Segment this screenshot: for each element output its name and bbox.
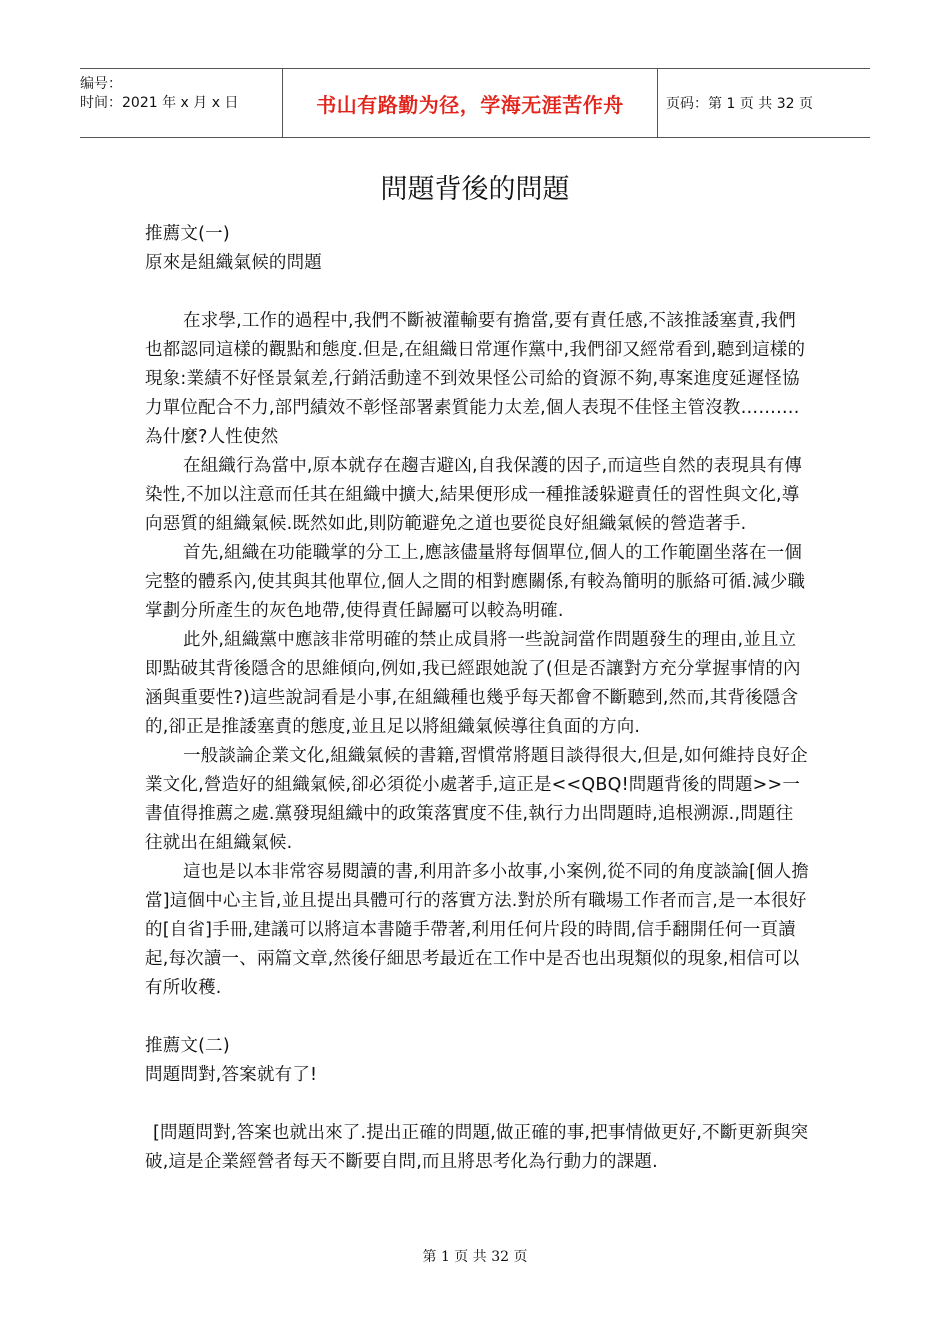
document-number-label: 编号： [80,76,122,92]
section1-heading: 推薦文(一) [145,224,230,244]
section2-heading: 推薦文(二) [145,1036,230,1056]
section1-subtitle: 原來是組織氣候的問題 [145,253,322,273]
document-body [145,220,810,1177]
spacer [145,278,810,307]
body-paragraph: 在求學,工作的過程中,我們不斷被灌輸要有擔當,要有責任感,不該推諉塞責,我們也都認同這樣的觀點和態度.但是,在組織日常運作黨中,我們卻又經常看到,聽到這樣的現象:業績不好怪景氣差,行銷活動達不到效果怪公司給的資源不夠,專案進度延遲怪協力單位配合不力,部門績效不彰怪部署素質能力太差,個人表現不佳怪主管沒教……….為什麼?人性使然 [145,311,806,447]
body-paragraph: 這也是以本非常容易閱讀的書,利用許多小故事,小案例,從不同的角度談論[個人擔當]這個中心主旨,並且提出具體可行的落實方法.對於所有職場工作者而言,是一本很好的[自省]手冊,建議可以將這本書隨手帶著,利用任何片段的時間,信手翻開任何一頁讀起,每次讀一、兩篇文章,然後仔細思考最近在工作中是否也出現類似的現象,相信可以有所收穫. [145,862,810,998]
header-meta [80,69,282,137]
page-header [80,68,870,138]
body-paragraph: [問題問對,答案也就出來了.提出正確的問題,做正確的事,把事情做更好,不斷更新與突破,這是企業經營者每天不斷要自問,而且將思考化為行動力的課題. [145,1123,809,1172]
page-footer: 第 1 页 共 32 页 [422,1249,528,1265]
spacer [145,1003,810,1032]
document-time-label: 时间：2021 年 x 月 x 日 [80,95,239,111]
header-page-info: 页码：第 1 页 共 32 页 [666,96,813,112]
body-paragraph: 一般談論企業文化,組織氣候的書籍,習慣常將題目談得很大,但是,如何維持良好企業文化,營造好的組織氣候,卻必須從小處著手,這正是<<QBQ!問題背後的問題>>一書值得推薦之處.黨發現組織中的政策落實度不佳,執行力出問題時,追根溯源.,問題往往就出在組織氣候. [145,746,808,853]
header-motto: 书山有路勤为径，学海无涯苦作舟 [282,69,658,137]
body-paragraph: 此外,組織黨中應該非常明確的禁止成員將一些說詞當作問題發生的理由,並且立即點破其背後隱含的思維傾向,例如,我已經跟她說了(但是否讓對方充分掌握事情的內涵與重要性?)這些說詞看是小事,在組織種也幾乎每天都會不斷聽到,然而,其背後隱含的,卻正是推諉塞責的態度,並且足以將組織氣候導往負面的方向. [145,630,801,737]
document-title: 問題背後的問題 [380,174,570,205]
section2-subtitle: 問題問對,答案就有了! [145,1065,318,1085]
body-paragraph: 在組織行為當中,原本就存在趨吉避凶,自我保護的因子,而這些自然的表現具有傳染性,不加以注意而任其在組織中擴大,結果便形成一種推諉躲避責任的習性與文化,導向惡質的組織氣候.既然如此,則防範避免之道也要從良好組織氣候的營造著手. [145,456,803,534]
spacer [145,1090,810,1119]
body-paragraph: 首先,組織在功能職掌的分工上,應該儘量將每個單位,個人的工作範圍坐落在一個完整的體系內,使其與其他單位,個人之間的相對應關係,有較為簡明的脈絡可循.減少職掌劃分所產生的灰色地帶,使得責任歸屬可以較為明確. [145,543,806,621]
